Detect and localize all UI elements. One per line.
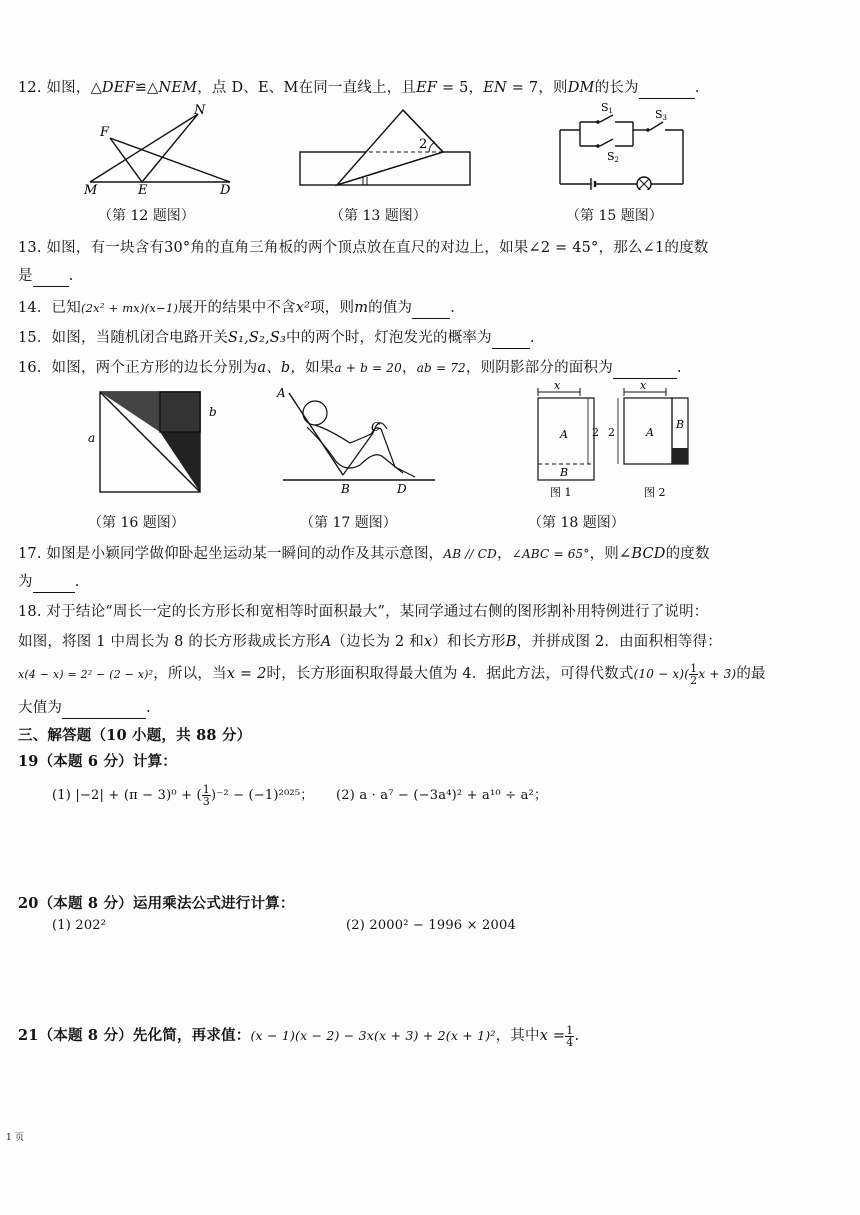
q18-expr-a: (10 − x)( — [633, 667, 690, 681]
q14-x2: x² — [295, 300, 311, 316]
q17-ab-cd: AB // CD — [443, 547, 497, 561]
q14-end: . — [450, 300, 456, 316]
q15-text: 15．如图，当随机闭合电路开关 — [18, 330, 228, 346]
fig18-x2: x — [640, 380, 647, 392]
q19-part1: (1) |−2| + (π − 3)⁰ + ( $\frac{1}{3}$ )⁻² − (−1)²⁰²⁵； — [52, 783, 314, 808]
question-16 — [18, 356, 682, 379]
fig12-label-n: N — [194, 103, 206, 118]
question-15 — [18, 326, 535, 349]
q18-text-3c: 的最 — [736, 666, 766, 682]
q12-ef-val: = 5， — [437, 80, 484, 96]
fig18-b1: B — [560, 466, 569, 479]
fig18-img2: 图 2 — [644, 486, 666, 499]
q18-x2: x = 2 — [226, 666, 267, 682]
q14-expr: (2x² + mx)(x−1) — [80, 301, 179, 315]
question-17-line2 — [18, 570, 80, 593]
q12-en: EN — [483, 80, 507, 96]
fig12-label-m: M — [84, 183, 98, 195]
q19-fraction: $\frac{1}{3}$ — [202, 783, 210, 808]
q18-end: . — [146, 700, 151, 716]
q21-end: . — [574, 1028, 580, 1044]
figure-16 — [85, 388, 225, 498]
q15-text-b: 中的两个时，灯泡发光的概率为 — [286, 330, 492, 346]
q17-end: . — [74, 574, 80, 590]
fig17-label-a: A — [277, 386, 286, 400]
question-18-line3 — [18, 662, 766, 686]
fig13-caption: （第 13 题图） — [330, 208, 427, 224]
fig18-a2: A — [646, 426, 654, 439]
fig18-a1: A — [560, 428, 568, 441]
q18-a: A — [320, 634, 332, 650]
q14-m: m — [354, 300, 369, 316]
q15-end: . — [529, 330, 535, 346]
question-13 — [18, 236, 708, 257]
q12-dm: DM — [567, 80, 595, 96]
q18-b: B — [505, 634, 517, 650]
q12-cong: ≌△ — [134, 80, 159, 96]
q18-text-1: 18. 对于结论“周长一定的长方形长和宽相等时面积最大”，某同学通过右侧的图形割补用特例进行了说明： — [18, 604, 709, 620]
q15-switches: S₁,S₂,S₃ — [227, 330, 287, 346]
q16-ab: a、b， — [257, 360, 306, 376]
q21-expr: (x − 1)(x − 2) − 3x(x + 3) + 2(x + 1)² — [250, 1028, 496, 1043]
q19-part2: (2) a · a⁷ − (−3a⁴)² + a¹⁰ ÷ a²； — [336, 788, 548, 803]
q17-text-b: ， — [496, 546, 512, 562]
q17-text-2: 为 — [18, 574, 33, 590]
q16-text-b: 如果 — [305, 360, 335, 376]
fig18-two1: 2 — [592, 426, 599, 439]
q18-answer-blank[interactable] — [62, 702, 146, 719]
q17-text: 17. 如图是小颖同学做仰卧起坐运动某一瞬间的动作及其示意图， — [18, 546, 444, 562]
fig18-x1: x — [554, 380, 561, 392]
fig16-label-a: a — [88, 431, 96, 445]
q12-text-c: 的长为 — [594, 80, 639, 96]
q18-text-3a: ，所以，当 — [153, 666, 227, 682]
fig18-caption: （第 18 题图） — [528, 515, 625, 531]
q21-title: 21（本题 8 分）先化简，再求值： — [18, 1027, 251, 1044]
q12-en-val: = 7，则 — [506, 80, 568, 96]
q14-text-d: 的值为 — [368, 300, 413, 316]
q18-equation: x(4 − x) = 2² − (2 − x)² — [18, 668, 154, 681]
q21-text-b: ，其中 — [495, 1028, 540, 1044]
page-footer: 1 页 — [6, 1133, 25, 1143]
q21-xeq: x = — [539, 1028, 566, 1044]
q21-fraction: $\frac{1}{4}$ — [566, 1023, 574, 1049]
fig18-img1: 图 1 — [550, 486, 572, 499]
question-18-line4 — [18, 696, 151, 719]
q12-ef: EF — [416, 80, 438, 96]
question-14 — [18, 296, 455, 319]
question-18-line2 — [18, 630, 722, 651]
q18-expr-b: x + 3) — [698, 667, 737, 681]
q20-title: 20（本题 8 分）运用乘法公式进行计算： — [18, 895, 295, 912]
q14-text-c: 项，则 — [310, 300, 355, 316]
q13-end: . — [68, 268, 74, 284]
q13-text: 13. 如图，有一块含有30°角的直角三角板的两个顶点放在直尺的对边上，如果∠2 = 45°，那么∠1的度数 — [18, 240, 709, 256]
section-3-heading: 三、解答题（10 小题，共 88 分） — [18, 727, 252, 744]
question-12 — [18, 76, 700, 99]
q12-answer-blank[interactable] — [639, 82, 695, 99]
q16-cond2: ab = 72 — [416, 361, 466, 375]
q16-text-d: ，则阴影部分的面积为 — [465, 360, 613, 376]
q18-fraction: $\frac{1}{2}$ — [690, 661, 698, 687]
q18-text-2b: （边长为 2 和 — [331, 634, 424, 650]
fig12-label-f: F — [100, 125, 110, 140]
q12-def: DEF — [101, 80, 135, 96]
q18-text-2a: 如图，将图 1 中周长为 8 的长方形裁成长方形 — [18, 634, 321, 650]
figure-17 — [275, 385, 440, 495]
fig17-caption: （第 17 题图） — [300, 515, 397, 531]
fig12-label-e: E — [138, 183, 148, 195]
q20-part1: (1) 202² — [52, 918, 107, 933]
figure-12 — [80, 100, 250, 195]
q17-text-d: 的度数 — [665, 546, 710, 562]
q14-text: 14．已知 — [18, 300, 81, 316]
figure-13 — [295, 102, 475, 192]
q16-end: . — [676, 360, 682, 376]
q16-answer-blank[interactable] — [613, 362, 677, 379]
q17-text-c: ，则 — [589, 546, 619, 562]
question-13-line2 — [18, 264, 74, 287]
q18-text-3b: 时，长方形面积取得最大值为 4．据此方法，可得代数式 — [266, 666, 634, 682]
question-21 — [18, 1024, 579, 1048]
q13-answer-blank[interactable] — [33, 270, 69, 287]
q16-text: 16．如图，两个正方形的边长分别为 — [18, 360, 258, 376]
fig16-label-b: b — [209, 405, 217, 419]
fig15-s2: S2 — [607, 150, 620, 164]
q17-bcd: ∠BCD — [619, 546, 666, 562]
q18-text-4: 大值为 — [18, 700, 63, 716]
fig12-caption: （第 12 题图） — [98, 208, 195, 224]
q14-text-b: 展开的结果中不含 — [178, 300, 296, 316]
q19-title: 19（本题 6 分）计算： — [18, 753, 177, 770]
q17-abc: ∠ABC = 65° — [511, 547, 590, 561]
q18-text-2c: ）和长方形 — [432, 634, 506, 650]
fig13-angle-2: 2 — [419, 137, 428, 152]
fig15-s1: S1 — [601, 101, 614, 115]
q14-answer-blank[interactable] — [412, 302, 450, 319]
q13-text-2: 是 — [18, 268, 33, 284]
fig17-label-b: B — [341, 482, 350, 495]
q20-part2: (2) 2000² − 1996 × 2004 — [346, 918, 516, 933]
question-17 — [18, 542, 710, 563]
q16-text-c: ， — [401, 360, 417, 376]
q18-x: x — [423, 634, 433, 650]
fig16-caption: （第 16 题图） — [88, 515, 185, 531]
q15-answer-blank[interactable] — [492, 332, 530, 349]
fig18-b2: B — [676, 418, 685, 431]
q12-text: 12. 如图，△ — [18, 80, 102, 96]
q18-text-2d: ，并拼成图 2．由面积相等得： — [516, 634, 722, 650]
figure-15-circuit — [555, 100, 690, 190]
q17-answer-blank[interactable] — [33, 576, 75, 593]
q16-cond1: a + b = 20 — [334, 361, 402, 375]
fig12-label-d: D — [220, 183, 231, 195]
q12-nem: NEM — [158, 80, 198, 96]
figure-18 — [520, 380, 710, 505]
fig17-label-d: D — [397, 482, 407, 495]
fig15-s3: S3 — [655, 108, 668, 122]
fig15-caption: （第 15 题图） — [566, 208, 663, 224]
question-18 — [18, 600, 709, 621]
fig18-two2: 2 — [608, 426, 615, 439]
q12-end: . — [694, 80, 700, 96]
q12-text-b: ，点 D、E、M在同一直线上，且 — [197, 80, 417, 96]
fig17-label-c: C — [371, 420, 381, 434]
